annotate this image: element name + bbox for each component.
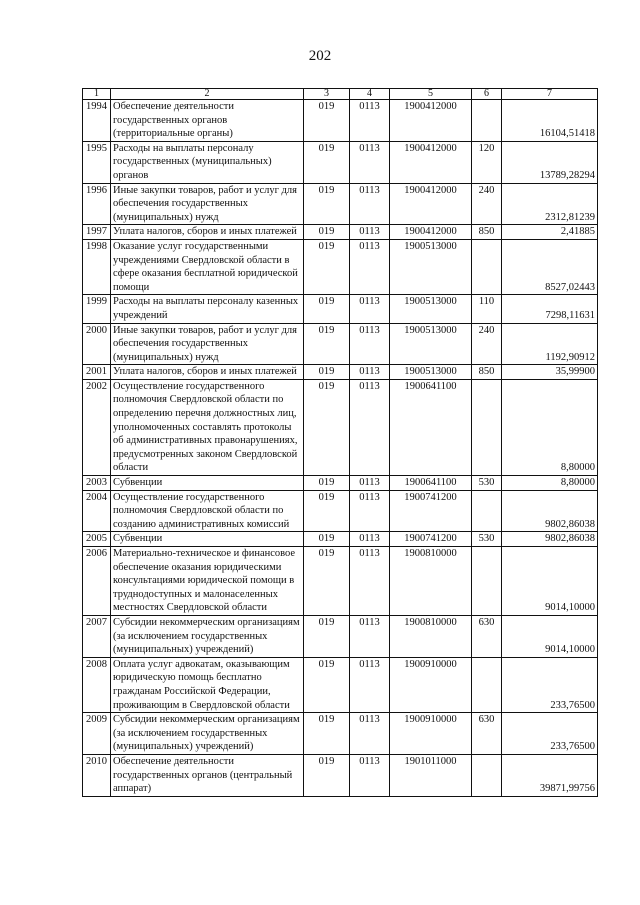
table-row (83, 713, 598, 755)
row-code-5: 1900513000 (390, 365, 472, 380)
row-code-5: 1900641100 (390, 379, 472, 475)
row-number: 2003 (83, 476, 111, 491)
row-code-3: 019 (304, 365, 350, 380)
row-code-4: 0113 (350, 239, 390, 294)
row-code-6: 120 (472, 141, 502, 183)
row-name: Расходы на выплаты персоналу казенных учреждений (111, 295, 304, 323)
row-sum: 16104,51418 (502, 100, 598, 142)
row-name: Субсидии некоммерческим организациям (за исключением государственных (муниципальных) учреждений) (111, 713, 304, 755)
row-code-5: 1901011000 (390, 754, 472, 796)
row-code-6: 850 (472, 225, 502, 240)
row-code-3: 019 (304, 476, 350, 491)
row-number: 2000 (83, 323, 111, 365)
header-cell: 4 (350, 89, 390, 100)
row-sum: 39871,99756 (502, 754, 598, 796)
row-code-4: 0113 (350, 183, 390, 225)
table-row (83, 239, 598, 294)
table-row (83, 323, 598, 365)
row-code-5: 1900513000 (390, 323, 472, 365)
budget-table (82, 88, 598, 797)
header-cell: 5 (390, 89, 472, 100)
row-sum: 8527,02443 (502, 239, 598, 294)
row-code-5: 1900412000 (390, 141, 472, 183)
row-code-4: 0113 (350, 365, 390, 380)
row-number: 1999 (83, 295, 111, 323)
row-code-3: 019 (304, 754, 350, 796)
row-code-6: 240 (472, 183, 502, 225)
row-code-5: 1900641100 (390, 476, 472, 491)
row-sum: 233,76500 (502, 657, 598, 712)
row-code-5: 1900412000 (390, 225, 472, 240)
row-sum: 9802,86038 (502, 490, 598, 532)
row-code-6 (472, 379, 502, 475)
row-code-5: 1900412000 (390, 100, 472, 142)
header-cell: 1 (83, 89, 111, 100)
row-number: 1996 (83, 183, 111, 225)
table-row (83, 657, 598, 712)
row-code-4: 0113 (350, 476, 390, 491)
row-name: Иные закупки товаров, работ и услуг для обеспечения государственных (муниципальных) нужд (111, 323, 304, 365)
row-sum: 35,99900 (502, 365, 598, 380)
row-code-6 (472, 490, 502, 532)
row-code-3: 019 (304, 225, 350, 240)
row-name: Материально-техническое и финансовое обеспечение оказания юридическими консультациями юридической помощи в труднодоступных и малонаселенных местностях Свердловской области (111, 547, 304, 616)
table-row (83, 225, 598, 240)
row-code-3: 019 (304, 141, 350, 183)
row-code-6: 630 (472, 713, 502, 755)
row-code-4: 0113 (350, 713, 390, 755)
row-code-4: 0113 (350, 295, 390, 323)
header-cell: 7 (502, 89, 598, 100)
row-name: Субвенции (111, 532, 304, 547)
row-code-3: 019 (304, 183, 350, 225)
row-number: 1997 (83, 225, 111, 240)
header-cell: 6 (472, 89, 502, 100)
row-code-6 (472, 657, 502, 712)
row-code-4: 0113 (350, 379, 390, 475)
row-name: Субвенции (111, 476, 304, 491)
table-header-row (83, 89, 598, 100)
row-code-5: 1900910000 (390, 713, 472, 755)
row-code-4: 0113 (350, 754, 390, 796)
row-sum: 9014,10000 (502, 615, 598, 657)
row-name: Субсидии некоммерческим организациям (за исключением государственных (муниципальных) учреждений) (111, 615, 304, 657)
row-code-5: 1900741200 (390, 490, 472, 532)
row-name: Обеспечение деятельности государственных органов (центральный аппарат) (111, 754, 304, 796)
row-code-3: 019 (304, 379, 350, 475)
row-name: Уплата налогов, сборов и иных платежей (111, 225, 304, 240)
row-number: 1994 (83, 100, 111, 142)
table-row (83, 379, 598, 475)
row-code-6 (472, 547, 502, 616)
row-name: Иные закупки товаров, работ и услуг для обеспечения государственных (муниципальных) нужд (111, 183, 304, 225)
row-code-4: 0113 (350, 615, 390, 657)
row-sum: 2312,81239 (502, 183, 598, 225)
row-sum: 233,76500 (502, 713, 598, 755)
row-code-4: 0113 (350, 532, 390, 547)
table-row (83, 615, 598, 657)
table-row (83, 532, 598, 547)
row-code-6 (472, 100, 502, 142)
row-number: 2010 (83, 754, 111, 796)
row-code-3: 019 (304, 490, 350, 532)
row-code-5: 1900810000 (390, 547, 472, 616)
row-code-6 (472, 239, 502, 294)
table-row (83, 141, 598, 183)
row-number: 2004 (83, 490, 111, 532)
row-name: Расходы на выплаты персоналу государственных (муниципальных) органов (111, 141, 304, 183)
row-code-6: 630 (472, 615, 502, 657)
row-number: 2001 (83, 365, 111, 380)
row-sum: 13789,28294 (502, 141, 598, 183)
table-row (83, 365, 598, 380)
row-code-6: 110 (472, 295, 502, 323)
table-row (83, 547, 598, 616)
row-code-4: 0113 (350, 547, 390, 616)
row-code-6: 240 (472, 323, 502, 365)
row-number: 1995 (83, 141, 111, 183)
row-code-3: 019 (304, 532, 350, 547)
row-number: 1998 (83, 239, 111, 294)
row-sum: 1192,90912 (502, 323, 598, 365)
row-number: 2007 (83, 615, 111, 657)
row-code-4: 0113 (350, 657, 390, 712)
row-sum: 9802,86038 (502, 532, 598, 547)
row-code-5: 1900513000 (390, 295, 472, 323)
row-code-3: 019 (304, 713, 350, 755)
table-row (83, 100, 598, 142)
row-code-6: 850 (472, 365, 502, 380)
row-code-3: 019 (304, 295, 350, 323)
row-name: Оказание услуг государственными учреждениями Свердловской области в сфере оказания бесплатной юридической помощи (111, 239, 304, 294)
row-code-4: 0113 (350, 100, 390, 142)
row-sum: 9014,10000 (502, 547, 598, 616)
row-code-4: 0113 (350, 141, 390, 183)
row-name: Уплата налогов, сборов и иных платежей (111, 365, 304, 380)
row-number: 2009 (83, 713, 111, 755)
table-row (83, 754, 598, 796)
row-sum: 8,80000 (502, 476, 598, 491)
row-code-3: 019 (304, 323, 350, 365)
row-code-5: 1900412000 (390, 183, 472, 225)
row-name: Осуществление государственного полномочия Свердловской области по созданию административных комиссий (111, 490, 304, 532)
table-row (83, 295, 598, 323)
table-row (83, 490, 598, 532)
row-number: 2008 (83, 657, 111, 712)
row-code-4: 0113 (350, 490, 390, 532)
row-code-3: 019 (304, 615, 350, 657)
row-number: 2005 (83, 532, 111, 547)
row-code-5: 1900910000 (390, 657, 472, 712)
row-sum: 2,41885 (502, 225, 598, 240)
row-name: Оплата услуг адвокатам, оказывающим юридическую помощь бесплатно гражданам Российской Федерации, проживающим в Свердловской области (111, 657, 304, 712)
row-code-4: 0113 (350, 225, 390, 240)
row-code-5: 1900741200 (390, 532, 472, 547)
row-code-3: 019 (304, 239, 350, 294)
table-row (83, 476, 598, 491)
row-code-3: 019 (304, 547, 350, 616)
row-code-6: 530 (472, 532, 502, 547)
row-code-6: 530 (472, 476, 502, 491)
row-code-3: 019 (304, 657, 350, 712)
row-code-4: 0113 (350, 323, 390, 365)
row-number: 2002 (83, 379, 111, 475)
row-code-6 (472, 754, 502, 796)
row-code-5: 1900810000 (390, 615, 472, 657)
header-cell: 3 (304, 89, 350, 100)
row-code-5: 1900513000 (390, 239, 472, 294)
row-number: 2006 (83, 547, 111, 616)
page-number: 202 (308, 48, 332, 64)
header-cell: 2 (111, 89, 304, 100)
row-sum: 8,80000 (502, 379, 598, 475)
row-name: Осуществление государственного полномочия Свердловской области по определению перечня должностных лиц, уполномоченных составлять протоколы об административных правонарушениях, предусмотренных законом Свердловской области (111, 379, 304, 475)
row-name: Обеспечение деятельности государственных органов (территориальные органы) (111, 100, 304, 142)
table-row (83, 183, 598, 225)
row-sum: 7298,11631 (502, 295, 598, 323)
row-code-3: 019 (304, 100, 350, 142)
